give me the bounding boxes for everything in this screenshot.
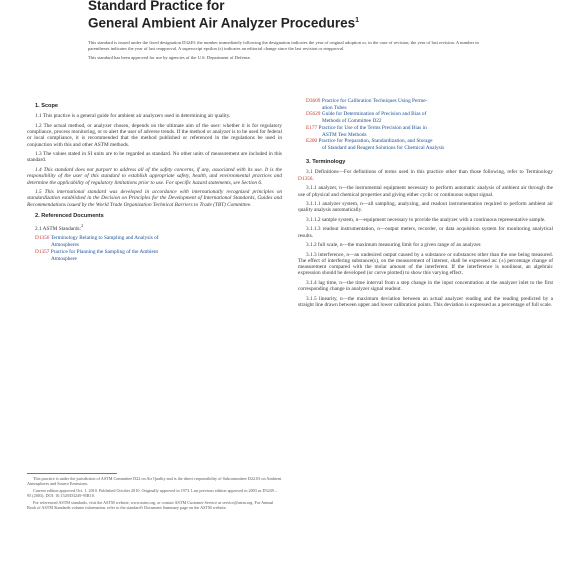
paragraph-3-1-1-1: 3.1.1.1 analyzer system, n—all sampling, analyzing, and readout instrumentation required to perform ambient air quality analysis automatically.: [298, 200, 553, 214]
reference-code[interactable]: D5629: [306, 111, 321, 118]
reference-e177-cont[interactable]: [322, 132, 553, 138]
reference-code[interactable]: D1356: [35, 235, 50, 242]
reference-d1357[interactable]: [35, 249, 282, 255]
reference-code[interactable]: D3609: [306, 98, 321, 104]
paragraph-1-4-text: 1.4 This standard does not purport to address all of the safety concerns, if any, associated with its use. It is the responsibility of the user of this standard to establish appropriate safety, health, and environmental practices and determine the applicability of regulatory limitations prior to use. For specific hazard statements, see Section 6.: [27, 166, 282, 186]
footnotes: [27, 476, 282, 513]
reference-title[interactable]: Practice for Use of the Terms Precision and Bias in: [318, 124, 427, 131]
title-line-2: [88, 13, 528, 32]
reference-d5629-cont[interactable]: [322, 118, 553, 124]
reference-title[interactable]: Terminology Relating to Sampling and Analysis of: [50, 235, 159, 242]
reference-title-cont[interactable]: Methods of Committee D22: [322, 118, 382, 125]
reference-code[interactable]: E200: [306, 138, 318, 145]
paragraph-1-4: [27, 167, 282, 186]
terminology-link-d1356[interactable]: D1356: [298, 175, 313, 182]
reference-title[interactable]: Practice for Calibration Techniques Using Perme-: [321, 98, 428, 104]
approval-note: This standard has been approved for use by agencies of the U.S. Department of Defense.: [88, 55, 251, 61]
section-heading-terminology: 3. Terminology: [306, 159, 346, 166]
title-text: General Ambient Air Analyzer Procedures: [88, 15, 356, 31]
reference-title-cont[interactable]: Atmosphere: [51, 255, 77, 262]
reference-code[interactable]: E177: [306, 124, 318, 131]
astm-standards-label: 2.1 ASTM Standards:: [35, 225, 82, 232]
section-heading-scope: 1. Scope: [35, 103, 59, 109]
footnote-2: Current edition approved Oct. 1, 2010. Published October 2010. Originally approved in 1973. Last previous edition approved in 2003 as D3249 – 95 (2003). DOI: 10.1520/D3249-95R10.: [27, 488, 277, 499]
paragraph-3-1-3: 3.1.3 interference, n—an undesired output caused by a substance or substances other than the one being measured. The effect of interfering substance(s), on the measurement of interest, shall be expressed as: (±) percentage change of measurement compared with the molar amount of the interferent. If the interference is nonlinear, an algebraic expression should be developed (or curve plotted) to show this varying effect.: [298, 251, 553, 277]
paragraph-1-2: 1.2 The actual method, or analyzer chosen, depends on the ultimate aim of the user: whether it is for regulatory compliance, process monitoring, or to alert the user of adverse trends. If the method or analyzer is to be used for federal or local compliance, it is recommended that the method published or referenced in the regulations be used in conjunction with this and other ASTM methods.: [27, 122, 282, 148]
paragraph-3-1-1-3: 3.1.1.3 readout instrumentation, n—output meters, recorder, or data acquisition system for monitoring analytical results.: [298, 226, 553, 239]
reference-e200[interactable]: [306, 138, 553, 144]
paragraph-1-3: 1.3 The values stated in SI units are to be regarded as standard. No other units of measurement are included in this standard.: [27, 151, 282, 164]
paragraph-3-1-1: 3.1.1 analyzer, n—the instrumental equipment necessary to perform automatic analysis of ambient air through the use of physical and chemical properties and giving either cyclic or continuous output signal.: [298, 185, 553, 198]
left-column: [27, 98, 282, 262]
intro-notes: [88, 40, 488, 65]
paragraph-3-1-2: 3.1.2 full scale, n—the maximum measuring limit for a given range of an analyzer.: [306, 242, 482, 249]
document-header: [88, 0, 528, 32]
reference-d1356[interactable]: [35, 235, 282, 241]
reference-d3609-cont[interactable]: [322, 105, 553, 111]
reference-title[interactable]: Practice for Planning the Sampling of the Ambient: [50, 248, 158, 255]
section-heading-referenced-documents: 2. Referenced Documents: [35, 212, 104, 219]
reference-d3609[interactable]: [306, 98, 553, 104]
reference-title[interactable]: Guide for Determination of Precision and Bias of: [321, 111, 427, 118]
footnote-1: This practice is under the jurisdiction of ASTM Committee D22 on Air Quality and is the direct responsibility of Subcommittee D22.03 on Ambient Atmospheres and Source Emissions.: [27, 476, 282, 487]
reference-d5629[interactable]: [306, 111, 553, 117]
footnote-divider: [27, 473, 117, 474]
paragraph-3-1-5: 3.1.5 linearity, n—the maximum deviation between an actual analyzer reading and the reading predicted by a straight line drawn between upper and lower calibration points. This deviation is expressed as a percentage of full scale.: [298, 295, 553, 308]
reference-title-cont[interactable]: ation Tubes: [322, 104, 347, 111]
paragraph-2-1: [27, 223, 282, 232]
paragraph-3-1-1-2: 3.1.1.2 sample system, n—equipment necessary to provide the analyzer with a continuous representative sample.: [306, 216, 546, 223]
paragraph-3-1-4: 3.1.4 lag time, n—the time interval from a step change in the input concentration at the analyzer inlet to the first corresponding change in analyzer signal readout.: [298, 279, 553, 293]
reference-title-cont[interactable]: ASTM Test Methods: [322, 131, 367, 138]
paragraph-1-1: 1.1 This practice is a general guide for ambient air analyzers used in determining air quality.: [35, 113, 231, 120]
footnote-3: For referenced ASTM standards, visit the ASTM website, www.astm.org, or contact ASTM Customer Service at service@astm.org. For Annual Book of ASTM Standards volume information, refer to the standard's Document Summary page on the ASTM website.: [27, 500, 274, 511]
right-column: [298, 98, 553, 311]
paragraph-3-1: 3.1 Definitions—For definitions of terms used in this practice other than those following, refer to Terminology D1356.: [298, 169, 553, 182]
paragraph-1-5-text: 1.5 This international standard was developed in accordance with internationally recognized principles on standardization established in the Decision on Principles for the Development of International Standards, Guides and Recommendations issued by the World Trade Organization Technical Barriers to Trade (TBT) Committee.: [27, 189, 282, 208]
reference-title-cont[interactable]: of Standard and Reagent Solutions for Chemical Analysis: [322, 144, 445, 151]
reference-title-cont[interactable]: Atmospheres: [51, 242, 79, 249]
reference-title[interactable]: Practice for Preparation, Standardization, and Storage: [318, 138, 433, 145]
paragraph-1-5: [27, 189, 282, 208]
title-line-1: Standard Practice for: [88, 0, 225, 13]
title-footnote-mark: 1: [355, 17, 359, 24]
reference-code[interactable]: D1357: [35, 248, 50, 255]
reference-e177[interactable]: [306, 125, 553, 131]
footnote-mark-2: 2: [81, 223, 84, 229]
reference-d1356-cont[interactable]: [51, 242, 282, 248]
designation-note: This standard is issued under the fixed designation D3249; the number immediately following the designation indicates the year of original adoption or, in the case of revision, the year of last revision. A number in parentheses indicates the year of last reapproval. A superscript epsilon (ε) indicates an editorial change since the last revision or reapproval.: [88, 40, 479, 51]
reference-e200-cont[interactable]: [322, 145, 553, 151]
reference-d1357-cont[interactable]: [51, 256, 282, 262]
definitions-text: 3.1 Definitions—For definitions of terms used in this practice other than those following, refer to Terminology: [306, 169, 553, 176]
